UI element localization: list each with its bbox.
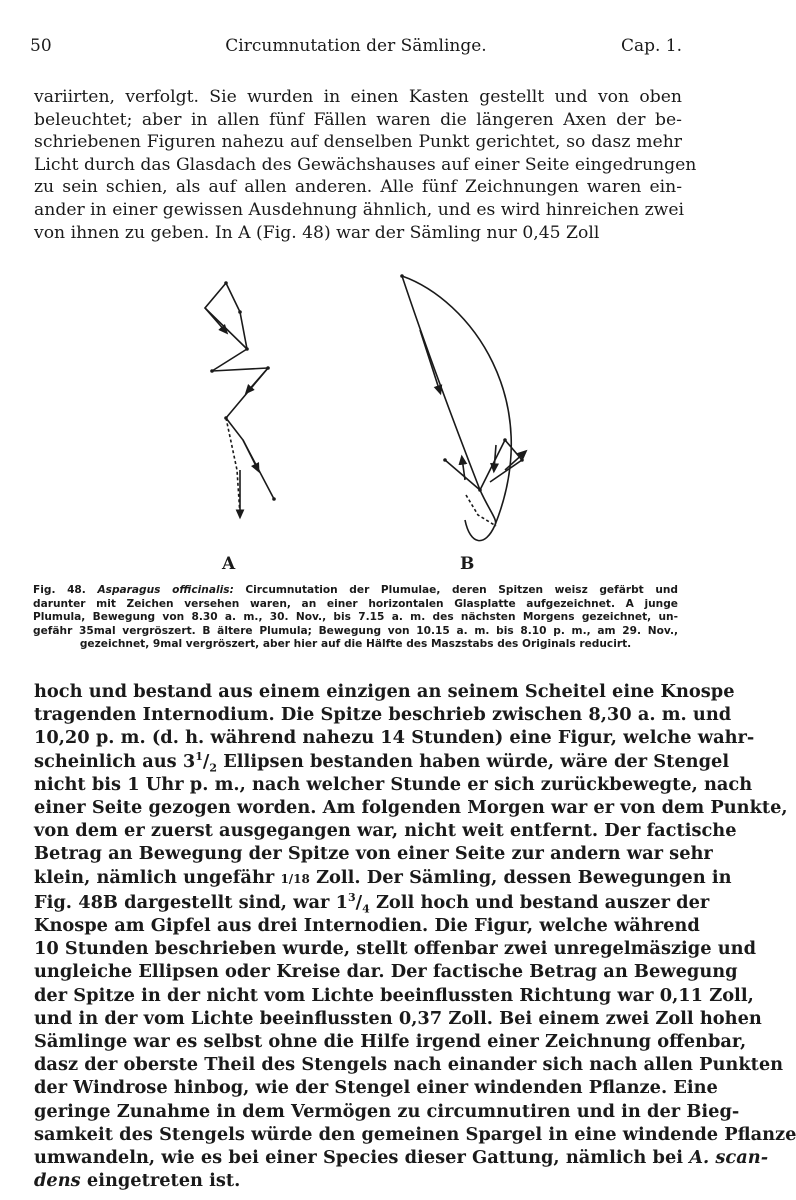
text-line: 10,20 p. m. (d. h. während nahezu 14 Stunden) eine Figur, welche wahr- xyxy=(34,727,755,749)
text-line: beleuchtet; aber in allen fünf Fällen waren die längeren Axen der be- xyxy=(34,109,682,130)
text-line: geringe Zunahme in dem Vermögen zu circumnutiren und in der Bieg- xyxy=(34,1100,740,1122)
figure-number: Fig. 48. xyxy=(33,584,86,596)
species-name: dens xyxy=(34,1170,81,1192)
text-run: eingetreten ist. xyxy=(80,1170,241,1192)
text-line: samkeit des Stengels würde den gemeinen Spargel in eine windende Pflanze xyxy=(34,1123,796,1145)
text-line: hoch und bestand aus einem einzigen an seinem Scheitel eine Knospe xyxy=(34,681,735,702)
text-line xyxy=(34,1146,769,1169)
text-line: variirten, verfolgt. Sie wurden in einen Kasten gestellt und von oben xyxy=(34,87,682,107)
text-line: einer Seite gezogen worden. Am folgenden Morgen war er von dem Punkte, xyxy=(34,797,788,819)
text-line: 10 Stunden beschrieben wurde, stellt offenbar zwei unregelmäszige und xyxy=(34,938,757,960)
text-line xyxy=(34,890,710,916)
caption-line: Plumula, Bewegung von 8.30 a. m., 30. Nov., bis 7.15 a. m. des nächsten Morgens gezeichnet, un- xyxy=(33,611,678,624)
page-number: 50 xyxy=(30,36,52,56)
text-line: der Windrose hinbog, wie der Stengel einer windenden Pflanze. Eine xyxy=(34,1077,718,1099)
text-run: umwandeln, wie es bei einer Species dieser Gattung, nämlich bei xyxy=(34,1147,690,1169)
caption-text: Circumnutation der Plumulae, deren Spitzen weisz gefärbt und xyxy=(233,584,678,596)
text-line: Knospe am Gipfel aus drei Internodien. Die Figur, welche während xyxy=(34,915,700,937)
text-run: Zoll hoch und bestand auszer der xyxy=(369,891,710,913)
text-line: ander in einer gewissen Ausdehnung ähnlich, und es wird hinreichen zwei xyxy=(34,199,685,220)
running-title: Circumnutation der Sämlinge. xyxy=(225,36,487,56)
paragraph-1 xyxy=(34,86,697,244)
fraction-slash: / xyxy=(355,891,363,913)
caption-line: gefähr 35mal vergröszert. B ältere Plumula; Bewegung von 10.15 a. m. bis 8.10 p. m., am 29. Nov., xyxy=(33,624,678,637)
caption-line: darunter mit Zeichen versehen waren, an einer horizontalen Glasplatte aufgezeichnet. A junge xyxy=(33,597,678,610)
caption-line xyxy=(33,584,678,598)
text-run: Zoll. Der Sämling, dessen Bewegungen in xyxy=(309,866,732,888)
text-line: dasz der oberste Theil des Stengels nach einander sich nach allen Punkten xyxy=(34,1054,784,1076)
species-name: Asparagus officinalis: xyxy=(97,584,234,596)
figure-b-trace xyxy=(402,276,525,541)
small-fraction: 1/18 xyxy=(280,871,310,886)
text-run: scheinlich aus 3 xyxy=(34,750,196,772)
text-line: der Spitze in der nicht vom Lichte beeinflussten Richtung war 0,11 Zoll, xyxy=(34,984,754,1006)
fraction-denominator: 4 xyxy=(362,902,370,916)
text-line: nicht bis 1 Uhr p. m., nach welcher Stunde er sich zurückbewegte, nach xyxy=(34,773,753,795)
figure-caption xyxy=(33,584,678,652)
chapter-label: Cap. 1. xyxy=(620,36,682,56)
text-line xyxy=(34,749,730,775)
text-run: Fig. 48B dargestellt sind, war 1 xyxy=(34,891,348,913)
text-line: Betrag an Bewegung der Spitze von einer Seite zur andern war sehr xyxy=(34,843,713,865)
figure-label-a: A xyxy=(222,554,236,574)
text-run: Ellipsen bestanden haben würde, wäre der Stengel xyxy=(217,750,730,772)
paragraph-2 xyxy=(34,680,796,1192)
text-line: tragenden Internodium. Die Spitze beschrieb zwischen 8,30 a. m. und xyxy=(34,704,732,726)
text-line: schriebenen Figuren nahezu auf denselben Punkt gerichtet, so dasz mehr xyxy=(34,132,682,153)
species-name: A. scan- xyxy=(689,1147,769,1169)
circumnutation-figure xyxy=(160,268,580,578)
text-run: klein, nämlich ungefähr xyxy=(34,866,281,888)
figure-label-b: B xyxy=(460,554,475,574)
text-line xyxy=(34,1169,679,1192)
text-line: und in der vom Lichte beeinflussten 0,37 Zoll. Bei einem zwei Zoll hohen xyxy=(34,1007,762,1029)
fraction-numerator: 3 xyxy=(347,890,356,904)
fraction-slash: / xyxy=(202,750,210,772)
text-line: von ihnen zu geben. In A (Fig. 48) war der Sämling nur 0,45 Zoll xyxy=(34,222,600,243)
text-line xyxy=(34,866,732,891)
text-line: ungleiche Ellipsen oder Kreise dar. Der factische Betrag an Bewegung xyxy=(34,961,738,983)
fraction-denominator: 2 xyxy=(209,761,218,775)
text-line: von dem er zuerst ausgegangen war, nicht weit entfernt. Der factische xyxy=(34,820,737,842)
figure-a-dots xyxy=(210,281,276,501)
figure-a-trace xyxy=(205,283,274,516)
fraction-numerator: 1 xyxy=(195,749,203,763)
text-line: Licht durch das Glasdach des Gewächshauses auf einer Seite eingedrungen xyxy=(34,154,697,175)
text-line: zu sein schien, als auf allen anderen. Alle fünf Zeichnungen waren ein- xyxy=(34,177,682,198)
text-line: Sämlinge war es selbst ohne die Hilfe irgend einer Zeichnung offenbar, xyxy=(34,1031,747,1053)
page-header xyxy=(30,36,682,62)
caption-line: gezeichnet, 9mal vergröszert, aber hier auf die Hälfte des Maszstabs des Originals reducirt. xyxy=(79,638,632,651)
